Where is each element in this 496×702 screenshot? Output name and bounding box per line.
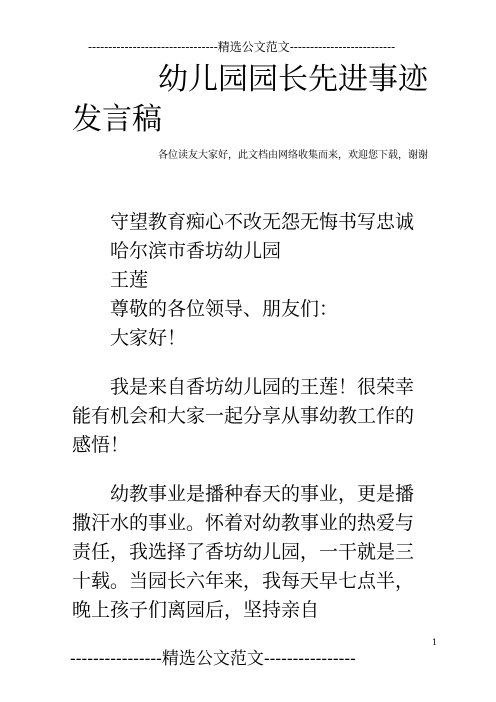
document-body xyxy=(72,208,428,625)
document-title: 幼儿园园长先进事迹发言稿 xyxy=(72,62,428,137)
paragraph-author: 王莲 xyxy=(110,269,149,291)
paragraph-intro: 我是来自香坊幼儿园的王莲！很荣幸能有机会和大家一起分享从事幼教工作的感悟！ xyxy=(72,376,415,456)
paragraph-organization: 哈尔滨市香坊幼儿园 xyxy=(110,240,282,262)
page-header: --------------------------------精选公文范文-------------------------- xyxy=(88,40,396,54)
paragraph-salutation: 尊敬的各位领导、朋友们： xyxy=(110,298,339,320)
paragraph-greeting: 大家好！ xyxy=(110,327,187,349)
paragraph-main: 幼教事业是播种春天的事业，更是播撒汗水的事业。怀着对幼教事业的热爱与责任，我选择了香坊幼儿园，一干就是三十载。当园长六年来，我每天早七点半，晚上孩子们离园后，坚持亲自 xyxy=(72,483,415,621)
download-note: 各位读友大家好，此文档由网络收集而来，欢迎您下载，谢谢 xyxy=(158,150,428,161)
page-footer: ----------------精选公文范文---------------- xyxy=(70,649,356,669)
page-number: 1 xyxy=(432,638,438,647)
paragraph-subtitle: 守望教育痴心不改无怨无悔书写忠诚 xyxy=(110,211,415,233)
